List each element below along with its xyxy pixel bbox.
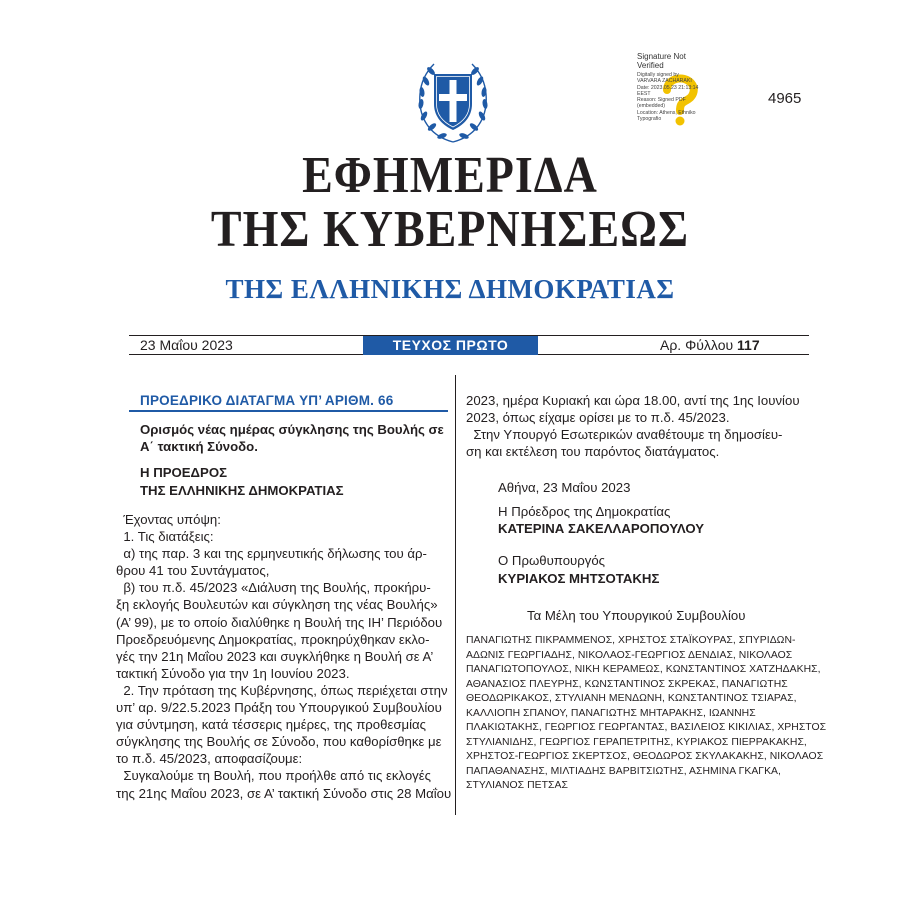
decree-title: ΠΡΟΕΔΡΙΚΟ ΔΙΑΤΑΓΜΑ ΥΠ’ ΑΡΙΘΜ. 66 — [140, 393, 394, 408]
body-text-line: για σύντμηση, κατά τέσσερις ημέρες, της προθεσμίας — [116, 717, 426, 733]
column-divider — [455, 375, 456, 815]
cabinet-members-line: ΑΔΩΝΙΣ ΓΕΩΡΓΙΑΔΗΣ, ΝΙΚΟΛΑΟΣ-ΓΕΩΡΓΙΟΣ ΔΕΝΔΙΑΣ, ΝΙΚΟΛΑΟΣ — [466, 649, 793, 661]
body-text-line: Στην Υπουργό Εσωτερικών αναθέτουμε τη δημοσίευ- — [466, 427, 783, 443]
body-text-line: ση και εκτέλεση του παρόντος διατάγματος. — [466, 444, 720, 460]
decree-body-left — [116, 511, 452, 802]
page-number: 4965 — [768, 90, 802, 107]
greek-coat-of-arms-emblem — [412, 56, 494, 146]
body-text-line: θρου 41 του Συντάγματος, — [116, 563, 270, 579]
signature-detail-line: VARVARA ZACHARAKI — [637, 78, 692, 85]
body-text-line: β) του π.δ. 45/2023 «Διάλυση της Βουλής, προκήρυ- — [116, 580, 431, 596]
body-text-line: Προεδρευόμενης Δημοκρατίας, προκηρύχθηκαν εκλο- — [116, 631, 430, 647]
body-text-line: υπ’ αρ. 9/22.5.2023 Πράξη του Υπουργικού Συμβουλίου — [116, 700, 442, 716]
cabinet-members-line: ΣΤΥΛΙΑΝΙΔΗΣ, ΓΕΩΡΓΙΟΣ ΓΕΡΑΠΕΤΡΙΤΗΣ, ΚΥΡΙΑΚΟΣ ΠΙΕΡΡΑΚΑΚΗΣ, — [466, 736, 807, 748]
decree-body-right — [466, 392, 800, 460]
body-text-line: της 21ης Μαΐου 2023, σε Α’ τακτική Σύνοδο στις 28 Μαΐου — [116, 785, 452, 801]
sheet-number-value: 117 — [737, 337, 760, 353]
sheet-number — [660, 337, 760, 353]
body-text-line: γές την 21η Μαΐου 2023 και συγκλήθηκε η Βουλή σε Α’ — [116, 648, 434, 664]
president-name: ΚΑΤΕΡΙΝΑ ΣΑΚΕΛΛΑΡΟΠΟΥΛΟΥ — [498, 521, 705, 536]
body-text-line: α) της παρ. 3 και της ερμηνευτικής δήλωσης του άρ- — [116, 546, 427, 562]
body-text-line: (Α’ 99), με το οποίο διαλύθηκε η Βουλή της ΙΗ’ Περιόδου — [116, 614, 443, 630]
body-text-line: 2023, όπως είχαμε ορίσει με το π.δ. 45/2023. — [466, 410, 730, 426]
cabinet-members-line: ΠΑΠΑΘΑΝΑΣΗΣ, ΜΙΛΤΙΑΔΗΣ ΒΑΡΒΙΤΣΙΩΤΗΣ, ΑΣΗΜΙΝΑ ΓΚΑΓΚΑ, — [466, 765, 781, 777]
signature-status: Signature Not Verified — [637, 52, 686, 70]
cabinet-members-line: ΘΕΟΔΩΡΙΚΑΚΟΣ, ΣΤΥΛΙΑΝΗ ΜΕΝΔΩΝΗ, ΚΩΝΣΤΑΝΤΙΝΟΣ ΤΣΙΑΡΑΣ, — [466, 693, 797, 704]
signature-detail-line: Date: 2023.05.23 21:13:14 — [637, 84, 699, 91]
president-heading — [140, 464, 450, 499]
issue-date: 23 Μαΐου 2023 — [140, 337, 233, 353]
cabinet-members-line: ΧΡΗΣΤΟΣ-ΓΕΩΡΓΙΟΣ ΣΚΕΡΤΣΟΣ, ΘΕΟΔΩΡΟΣ ΣΚΥΛΑΚΑΚΗΣ, ΝΙΚΟΛΑΟΣ — [466, 751, 824, 762]
signature-detail-line: Digitally signed by — [637, 72, 679, 78]
cabinet-members-label: Τα Μέλη του Υπουργικού Συμβουλίου — [527, 608, 746, 623]
body-text-line: σύγκλησης της Βουλής σε Σύνοδο, που καθορίσθηκε με — [116, 734, 442, 750]
signature-detail-line: Reason: Signed PDF — [637, 97, 686, 104]
body-text-line: τακτική Σύνοδο για την 1η Ιουνίου 2023. — [116, 665, 350, 681]
body-text-line: 2023, ημέρα Κυριακή και ώρα 18.00, αντί της 1ης Ιουνίου — [466, 393, 800, 408]
president-heading-line: ΤΗΣ ΕΛΛΗΝΙΚΗΣ ΔΗΜΟΚΡΑΤΙΑΣ — [140, 482, 344, 498]
cabinet-members-line: ΠΛΑΚΙΩΤΑΚΗΣ, ΓΕΩΡΓΙΟΣ ΓΕΩΡΓΑΝΤΑΣ, ΒΑΣΙΛΕΙΟΣ ΚΙΚΙΛΙΑΣ, ΧΡΗΣΤΟΣ — [466, 722, 827, 733]
signature-details — [637, 72, 737, 122]
place-date: Αθήνα, 23 Μαΐου 2023 — [498, 480, 631, 495]
body-text-line: Συγκαλούμε τη Βουλή, που προήλθε από τις εκλογές — [116, 768, 431, 784]
signature-detail-line: Typografio — [637, 116, 662, 123]
gazette-title-line1: ΕΦΗΜΕΡΙΔΑ — [302, 145, 598, 204]
cabinet-members-line: ΠΑΝΑΓΙΩΤΟΠΟΥΛΟΣ, ΝΙΚΗ ΚΕΡΑΜΕΩΣ, ΚΩΝΣΤΑΝΤΙΝΟΣ ΧΑΤΖΗΔΑΚΗΣ, — [466, 664, 821, 675]
issue-series-badge: ΤΕΥΧΟΣ ΠΡΩΤΟ — [363, 336, 538, 355]
cabinet-members-line: ΑΘΑΝΑΣΙΟΣ ΠΛΕΥΡΗΣ, ΚΩΝΣΤΑΝΤΙΝΟΣ ΣΚΡΕΚΑΣ, ΠΑΝΑΓΙΩΤΗΣ — [466, 678, 788, 690]
body-text-line: το π.δ. 45/2023, αποφασίζουμε: — [116, 751, 303, 767]
decree-title-underline — [129, 410, 448, 412]
body-text-line: ξη εκλογής Βουλευτών και σύγκληση της νέας Βουλής» — [116, 597, 438, 613]
cabinet-members-line: ΚΑΛΛΙΟΠΗ ΣΠΑΝΟΥ, ΠΑΝΑΓΙΩΤΗΣ ΜΗΤΑΡΑΚΗΣ, ΙΩΑΝΝΗΣ — [466, 707, 756, 719]
decree-subject-line: Ορισμός νέας ημέρας σύγκλησης της Βουλής σε — [140, 422, 444, 437]
sheet-number-label: Αρ. Φύλλου — [660, 337, 734, 353]
president-role: Η Πρόεδρος της Δημοκρατίας — [498, 504, 671, 519]
cabinet-members-line: ΣΤΥΛΙΑΝΟΣ ΠΕΤΣΑΣ — [466, 780, 568, 791]
digital-signature-stamp — [637, 52, 737, 122]
body-text-line: 1. Τις διατάξεις: — [116, 529, 214, 545]
gazette-subtitle: ΤΗΣ ΕΛΛΗΝΙΚΗΣ ΔΗΜΟΚΡΑΤΙΑΣ — [225, 274, 675, 304]
body-text-line: Έχοντας υπόψη: — [116, 512, 221, 527]
cabinet-members-list — [466, 634, 827, 794]
prime-minister-role: Ο Πρωθυπουργός — [498, 553, 606, 568]
signature-detail-line: (embedded) — [637, 103, 665, 110]
prime-minister-name: ΚΥΡΙΑΚΟΣ ΜΗΤΣΟΤΑΚΗΣ — [498, 571, 660, 586]
decree-subject-line: Α΄ τακτική Σύνοδο. — [140, 439, 258, 454]
gazette-title-line2: ΤΗΣ ΚΥΒΕΡΝΗΣΕΩΣ — [210, 199, 690, 258]
signature-detail-line: Location: Athens, Ethniko — [637, 109, 696, 116]
body-text-line: 2. Την πρόταση της Κυβέρνησης, όπως περιέχεται στην — [116, 682, 448, 698]
signature-detail-line: EEST — [637, 90, 651, 97]
decree-subject — [140, 421, 450, 455]
president-heading-line: Η ΠΡΟΕΔΡΟΣ — [140, 465, 228, 480]
cabinet-members-line: ΠΑΝΑΓΙΩΤΗΣ ΠΙΚΡΑΜΜΕΝΟΣ, ΧΡΗΣΤΟΣ ΣΤΑΪΚΟΥΡΑΣ, ΣΠΥΡΙΔΩΝ- — [466, 635, 796, 646]
